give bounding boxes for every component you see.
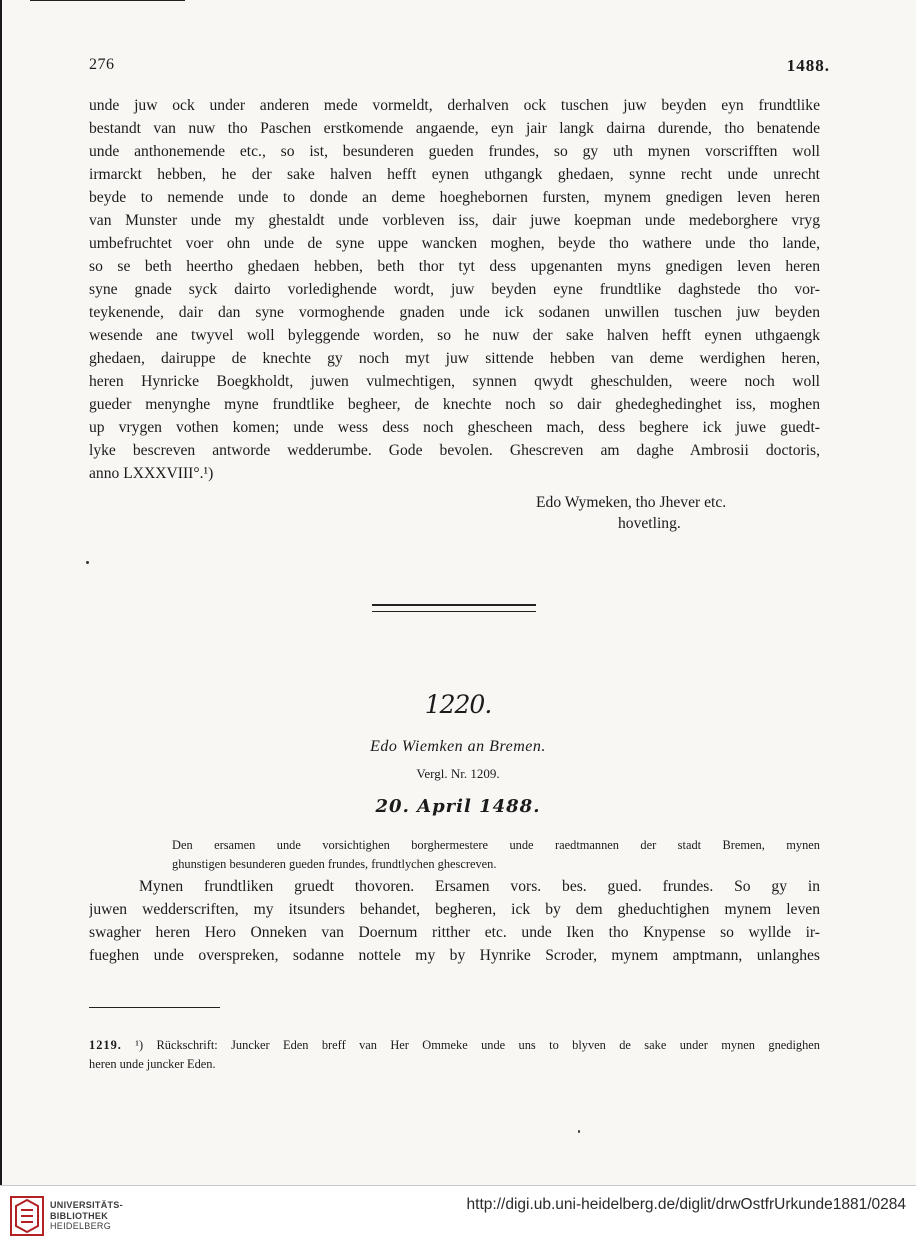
text-line: so se beth heertho ghedaen hebben, beth thor tyt dess upgenanten myns gnedigen leven heren: [89, 258, 820, 275]
summary-line: ghunstigen besunderen gueden frundes, frundtlychen ghescreven.: [172, 857, 497, 871]
text-line: beyde to nemende unde to donde an deme hoeghebornen fursten, mynem gnedigen leven heren: [89, 189, 820, 206]
text-line: anno LXXXVIII°.¹): [89, 465, 214, 482]
text-line: lyke bescreven antworde wedderumbe. Gode bevolen. Ghescreven am daghe Ambrosii doctoris,: [89, 442, 820, 459]
viewer-footer: [0, 1185, 916, 1250]
document-heading: Edo Wiemken an Bremen.: [370, 738, 546, 755]
text-line: unde anthonemende etc., so ist, besunderen gueden frundes, so gy uth mynen vorscrifften woll: [89, 143, 820, 160]
permalink-url[interactable]: http://digi.ub.uni-heidelberg.de/diglit/drwOstfrUrkunde1881/0284: [466, 1196, 906, 1213]
document-date: 20. April 1488.: [375, 796, 541, 817]
footnote-line: heren unde juncker Eden.: [89, 1057, 216, 1071]
text-line: umbefruchtet voer ohn unde de syne uppe wancken moghen, beyde tho wathere unde tho lande,: [89, 235, 820, 252]
text-line: van Munster unde my ghestaldt unde vorbleven iss, dair juwe koepman unde medeborghere vryg: [89, 212, 820, 229]
section-divider: [372, 604, 536, 612]
document-number: 1220.: [424, 690, 492, 719]
signature-name: Edo Wymeken, tho Jhever etc.: [536, 494, 727, 511]
footnote-rule: [89, 1007, 220, 1008]
running-head-year: 1488.: [786, 56, 830, 75]
signature-title: hovetling.: [618, 515, 681, 532]
text-line: unde juw ock under anderen mede vormeldt, derhalven ock tuschen juw beyden eyn frundtlike: [89, 97, 820, 114]
text-line: teykenende, dair dan syne vormoghende gnaden unde ick sodanen unwillen tuschen juw beyden: [89, 304, 820, 321]
text-line: bestandt van nuw tho Paschen erstkomende angaende, eyn jair langk dairna durende, tho benatende: [89, 120, 820, 137]
library-name-line: HEIDELBERG: [50, 1221, 112, 1231]
text-line: gueder menynghe myne frundtlike begheer, de knechte noch so dair ghedeghedinghet iss, moghen: [89, 396, 820, 413]
text-line: fueghen unde overspreken, sodanne nottele my by Hynrike Scroder, mynem amptmann, unlanghes: [89, 947, 820, 964]
text-line: ghedaen, dairuppe de knechte gy noch myt juw sittende hebben van deme werdighen heren,: [89, 350, 820, 367]
university-seal-icon: [10, 1196, 44, 1236]
footnote-line: [89, 1036, 820, 1055]
summary-line: Den ersamen unde vorsichtighen borghermestere unde raedtmannen der stadt Bremen, mynen: [172, 838, 820, 852]
footnote-text: ¹) Rückschrift: Juncker Eden breff van Her Ommeke unde uns to blyven de sake under mynen gnedighen: [121, 1038, 820, 1052]
footnote-number: 1219.: [89, 1038, 122, 1052]
text-line: heren Hynricke Boegkholdt, juwen vulmechtigen, synnen qwydt gheschulden, weere noch woll: [89, 373, 820, 390]
main-text-body: [89, 94, 820, 485]
page-number: 276: [89, 56, 115, 73]
scan-speck: [86, 561, 89, 564]
page-binding-edge: [0, 0, 2, 1185]
page-top-rule: [30, 0, 185, 1]
text-line: up vrygen vothen komen; unde wess dess noch ghescheen mach, dess beghere ick juwe guedt-: [89, 419, 820, 436]
library-name-line: BIBLIOTHEK: [50, 1210, 108, 1221]
text-line: swagher heren Hero Onneken van Doernum ritther etc. unde Iken tho Knypense so wyllde ir-: [89, 924, 820, 941]
text-line: syne gnade syck dairto vorledighende wordt, juw beyden eyne frundtlike daghstede tho vor-: [89, 281, 820, 298]
library-name-line: UNIVERSITÄTS-: [50, 1200, 123, 1210]
text-line: Mynen frundtliken gruedt thovoren. Ersamen vors. bes. gued. frundes. So gy in: [139, 878, 820, 895]
text-line: irmarckt hebben, he der sake halven hefft eynen uthgangk ghedaen, synne recht unde unrecht: [89, 166, 820, 183]
text-line: juwen wedderscriften, my itsunders behandet, begheren, ick by dem gheduchtighen mynem leven: [89, 901, 820, 918]
address-summary: [172, 836, 820, 874]
letter-text-body: [89, 875, 820, 967]
text-line: wesende ane twyvel woll byleggende worden, so he nuw der sake halven hefft eynen uthgaengk: [89, 327, 820, 344]
library-logo[interactable]: [10, 1194, 160, 1240]
document-reference: Vergl. Nr. 1209.: [416, 766, 500, 781]
footnote: [89, 1036, 820, 1074]
scan-speck: [578, 1130, 580, 1133]
library-name: [50, 1200, 123, 1232]
